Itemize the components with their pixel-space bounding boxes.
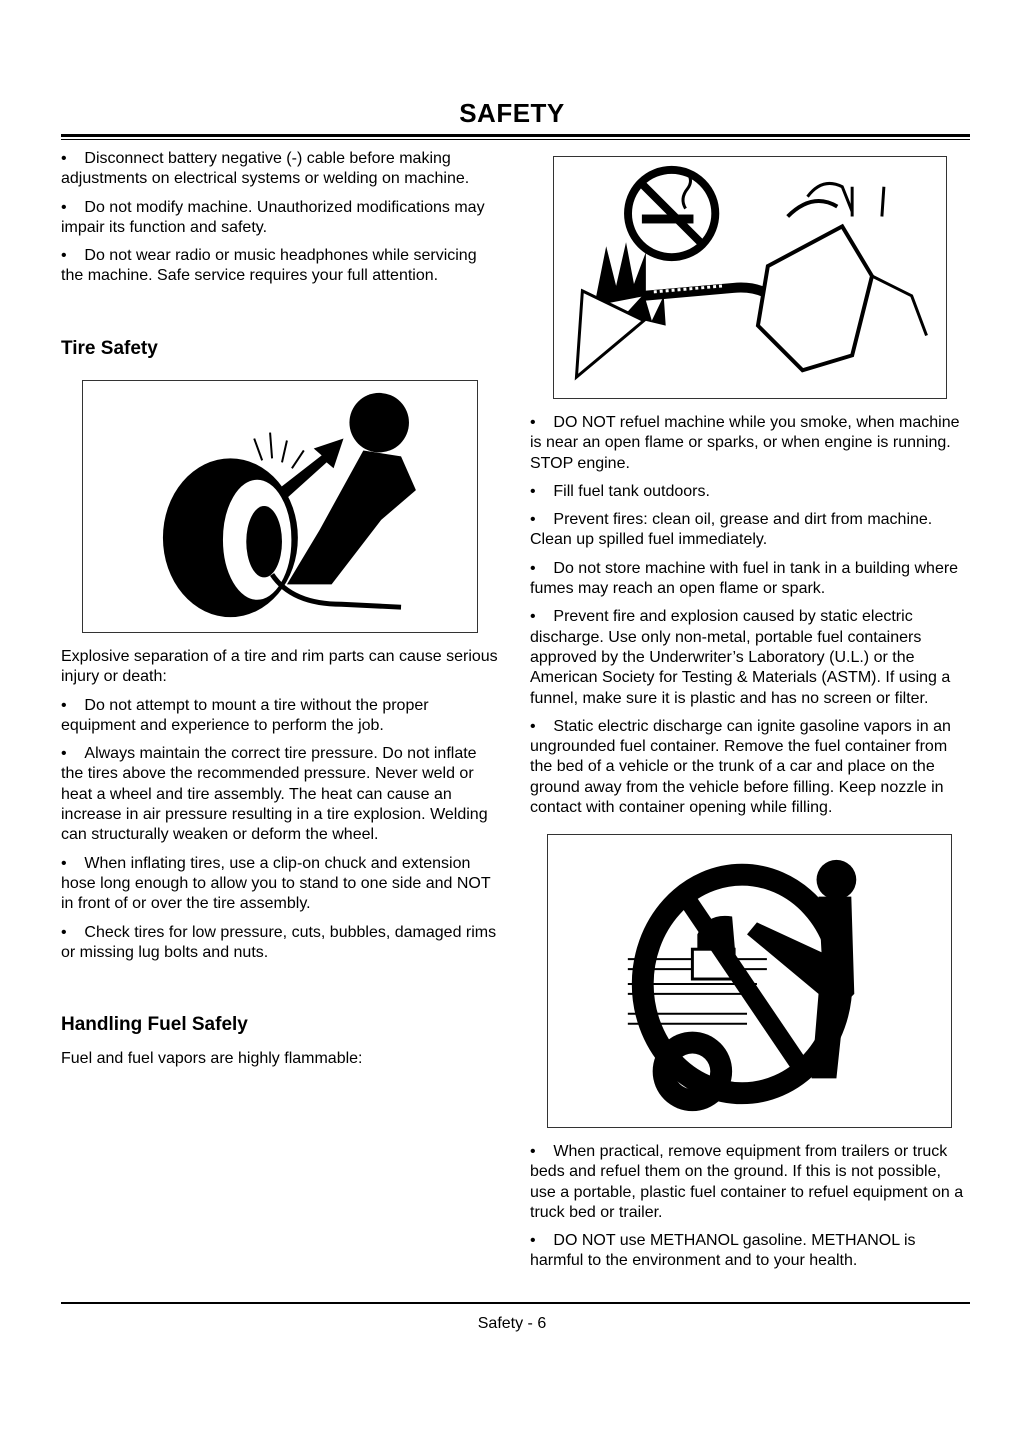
bullet-item: • Do not modify machine. Unauthorized modifications may impair its function and safety. (61, 198, 501, 239)
tire-intro: Explosive separation of a tire and rim parts can cause serious injury or death: (61, 648, 498, 686)
bullet-item: • Prevent fire and explosion caused by static electric discharge. Use only non-metal, portable fuel containers approved by the Underwriter’s Laboratory (U.L.) or the American Society for Testing & Materials (ASTM). If using a funnel, make sure it is plastic and has no screen or filter. (530, 607, 970, 708)
bullet-item: • When inflating tires, use a clip-on chuck and extension hose long enough to allow you to stand to one side and NOT in front of or over the tire assembly. (61, 854, 501, 915)
footer-rule (61, 1302, 970, 1304)
page-title: SAFETY (459, 98, 565, 128)
right-bullets-a (530, 413, 970, 826)
tire-safety-text (61, 647, 501, 971)
bullet-item: • Do not attempt to mount a tire without the proper equipment and experience to perform the job. (61, 696, 501, 737)
page-number: Safety - 6 (477, 1315, 547, 1332)
tire-safety-heading: Tire Safety (61, 338, 158, 359)
bullet-item: • Do not store machine with fuel in tank in a building where fumes may reach an open flame or spark. (530, 559, 970, 600)
no-refuel-in-truck-bed-icon (547, 834, 952, 1128)
bullet-item: • When practical, remove equipment from trailers or truck beds and refuel them on the ground. If this is not possible, use a portable, plastic fuel container to refuel equipment on a truck bed or trailer. (530, 1142, 970, 1223)
bullet-item: • DO NOT refuel machine while you smoke, when machine is near an open flame or sparks, or when engine is running. STOP engine. (530, 413, 970, 474)
bullet-item: • Always maintain the correct tire pressure. Do not inflate the tires above the recommended pressure. Never weld or heat a wheel and tire assembly. The heat can cause an increase in air pressure resulting in a tire explosion. Welding can structurally weaken or deform the wheel. (61, 744, 501, 845)
no-smoking-refuel-icon (553, 156, 947, 399)
bullet-item: • Check tires for low pressure, cuts, bubbles, damaged rims or missing lug bolts and nuts. (61, 923, 501, 964)
right-bullets-b (530, 1142, 970, 1280)
left-top-bullets (61, 149, 501, 295)
bullet-item: • Static electric discharge can ignite gasoline vapors in an ungrounded fuel container. Remove the fuel container from the bed of a vehicle or the trunk of a car and place on the ground away from the vehicle before filling. Keep nozzle in contact with container opening while filling. (530, 717, 970, 818)
bullet-item: • Do not wear radio or music headphones while servicing the machine. Safe service requires your full attention. (61, 246, 501, 287)
fuel-intro-block (61, 1049, 501, 1077)
bullet-item: • Prevent fires: clean oil, grease and dirt from machine. Clean up spilled fuel immediately. (530, 510, 970, 551)
bullet-item: • Disconnect battery negative (-) cable before making adjustments on electrical systems or welding on machine. (61, 149, 501, 190)
bullet-item: • Fill fuel tank outdoors. (530, 482, 970, 502)
tire-explosion-icon (82, 380, 478, 633)
bullet-item: • DO NOT use METHANOL gasoline. METHANOL is harmful to the environment and to your health. (530, 1231, 970, 1272)
header-rule-thick (61, 134, 970, 137)
fuel-heading: Handling Fuel Safely (61, 1014, 248, 1035)
fuel-intro: Fuel and fuel vapors are highly flammable: (61, 1050, 363, 1067)
header-rule-thin (61, 139, 970, 140)
